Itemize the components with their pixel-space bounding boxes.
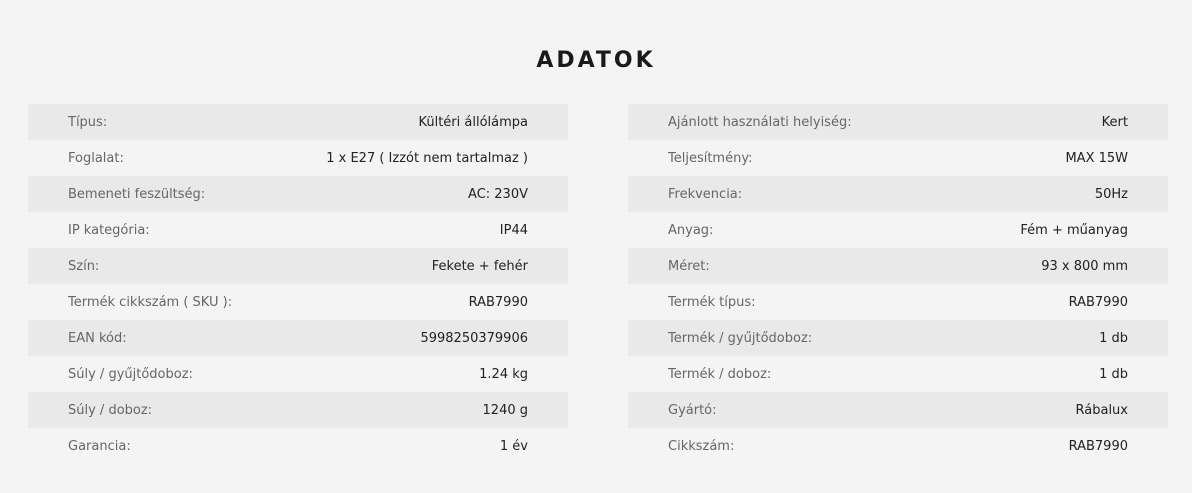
spec-label: Bemeneti feszültség:	[68, 186, 206, 202]
spec-label: Garancia:	[68, 438, 131, 454]
spec-row	[28, 104, 568, 140]
spec-value: 1 év	[499, 438, 528, 454]
spec-label: Méret:	[668, 258, 710, 274]
spec-label: Súly / doboz:	[68, 402, 153, 418]
spec-value: 1.24 kg	[479, 366, 528, 382]
spec-row	[28, 140, 568, 176]
spec-row	[28, 356, 568, 392]
spec-row	[628, 320, 1168, 356]
spec-row	[28, 248, 568, 284]
spec-row	[28, 320, 568, 356]
spec-row	[628, 212, 1168, 248]
spec-label: Termék / gyűjtődoboz:	[668, 330, 813, 346]
spec-row	[28, 212, 568, 248]
spec-value: RAB7990	[1068, 438, 1128, 454]
spec-value: Rábalux	[1075, 402, 1128, 418]
spec-value: 1 db	[1099, 366, 1128, 382]
specs-table-left	[28, 104, 568, 464]
spec-value: Fekete + fehér	[431, 258, 528, 274]
spec-value: 50Hz	[1094, 186, 1128, 202]
spec-row	[28, 284, 568, 320]
specs-table-right	[628, 104, 1168, 464]
spec-row	[28, 428, 568, 464]
spec-row	[628, 284, 1168, 320]
spec-row	[628, 140, 1168, 176]
spec-label: Súly / gyűjtődoboz:	[68, 366, 193, 382]
spec-value: 1 db	[1099, 330, 1128, 346]
spec-value: IP44	[499, 222, 528, 238]
spec-row	[628, 176, 1168, 212]
spec-row	[28, 176, 568, 212]
spec-value: AC: 230V	[468, 186, 528, 202]
spec-row	[28, 392, 568, 428]
spec-label: Frekvencia:	[668, 186, 743, 202]
spec-value: 93 x 800 mm	[1041, 258, 1128, 274]
spec-value: RAB7990	[1068, 294, 1128, 310]
spec-row	[628, 248, 1168, 284]
spec-label: IP kategória:	[68, 222, 150, 238]
spec-label: Teljesítmény:	[668, 150, 753, 166]
spec-label: Termék / doboz:	[668, 366, 772, 382]
spec-row	[628, 104, 1168, 140]
spec-value: 1240 g	[482, 402, 528, 418]
spec-label: Cikkszám:	[668, 438, 735, 454]
spec-label: Anyag:	[668, 222, 714, 238]
spec-label: Szín:	[68, 258, 100, 274]
spec-label: Termék típus:	[668, 294, 756, 310]
section-title: ADATOK	[536, 48, 656, 73]
spec-value: 5998250379906	[420, 330, 528, 346]
spec-row	[628, 356, 1168, 392]
spec-value: Kert	[1101, 114, 1128, 130]
spec-value: 1 x E27 ( Izzót nem tartalmaz )	[326, 150, 528, 166]
spec-label: Foglalat:	[68, 150, 124, 166]
spec-label: Termék cikkszám ( SKU ):	[68, 294, 233, 310]
spec-value: MAX 15W	[1065, 150, 1128, 166]
spec-label: Gyártó:	[668, 402, 717, 418]
spec-row	[628, 428, 1168, 464]
spec-value: RAB7990	[468, 294, 528, 310]
spec-label: Ajánlott használati helyiség:	[668, 114, 852, 130]
spec-label: EAN kód:	[68, 330, 127, 346]
spec-value: Kültéri állólámpa	[418, 114, 528, 130]
spec-row	[628, 392, 1168, 428]
spec-value: Fém + műanyag	[1020, 222, 1128, 238]
spec-label: Típus:	[68, 114, 108, 130]
